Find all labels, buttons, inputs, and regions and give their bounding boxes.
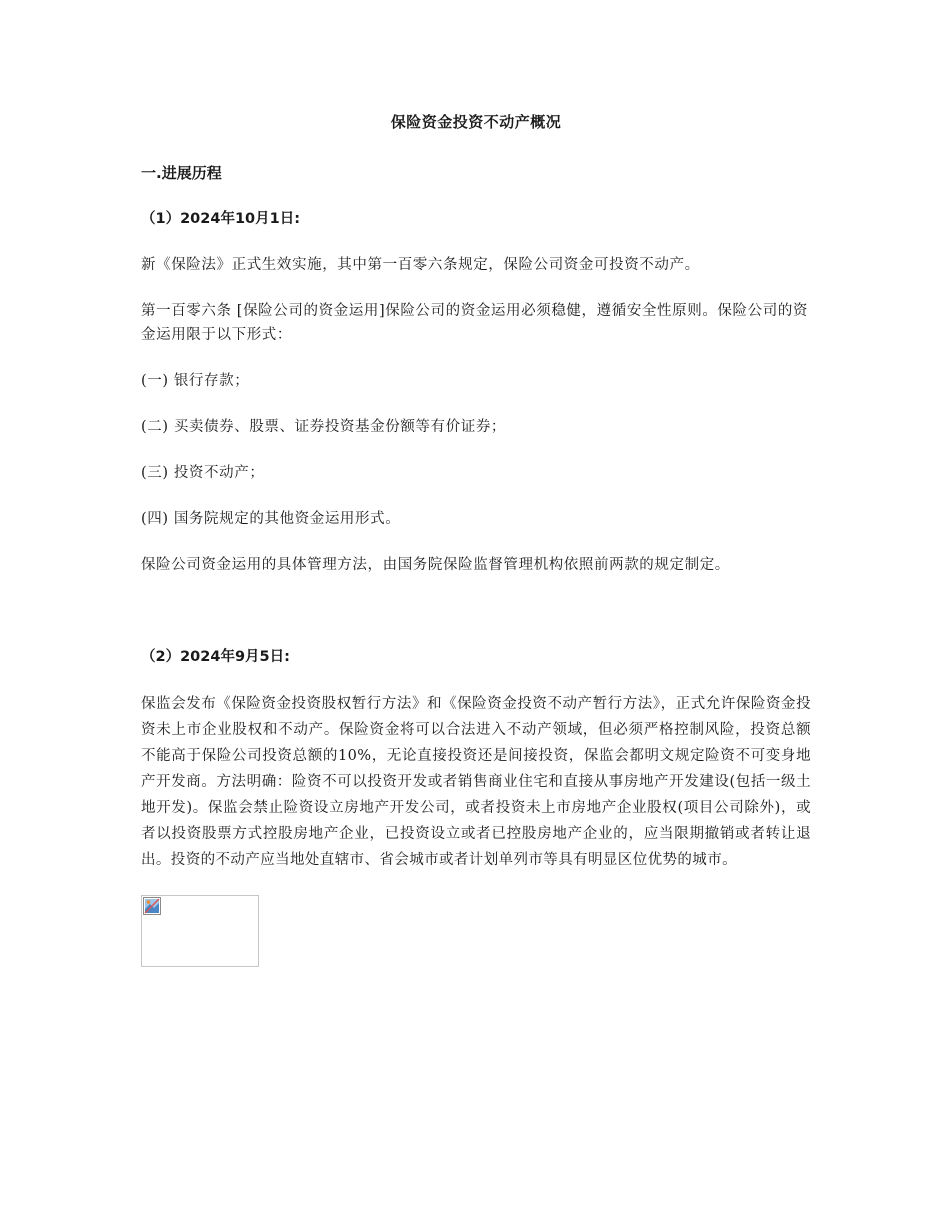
section-heading-progress: 一.进展历程 [141, 164, 222, 182]
document-content [141, 110, 811, 967]
item-heading-1: （1）2024年10月1日: [141, 211, 301, 227]
image-placeholder [141, 895, 259, 967]
paragraph-article-106: 第一百零六条 [保险公司的资金运用]保险公司的资金运用必须稳健，遵循安全性原则。保险公司的资金运用限于以下形式： [141, 303, 809, 343]
paragraph-insurance-law: 新《保险法》正式生效实施，其中第一百零六条规定，保险公司资金可投资不动产。 [141, 257, 700, 273]
list-item-form-4: (四) 国务院规定的其他资金运用形式。 [141, 511, 401, 527]
list-item-form-1: (一) 银行存款； [141, 373, 250, 389]
document-title: 保险资金投资不动产概况 [390, 113, 562, 131]
list-item-form-3: (三) 投资不动产； [141, 465, 265, 481]
blank-spacer [141, 599, 811, 645]
paragraph-circ-regulation: 保监会发布《保险资金投资股权暂行方法》和《保险资金投资不动产暂行方法》，正式允许保险资金投资未上市企业股权和不动产。保险资金将可以合法进入不动产领域，但必须严格控制风险，投资总额不能高于保险公司投资总额的10%，无论直接投资还是间接投资，保监会都明文规定险资不可变身地产开发商。方法明确：险资不可以投资开发或者销售商业住宅和直接从事房地产开发建设(包括一级土地开发)。保监会禁止险资设立房地产开发公司，或者投资未上市房地产企业股权(项目公司除外)，或者以投资股票方式控股房地产企业，已投资设立或者已控股房地产企业的，应当限期撤销或者转让退出。投资的不动产应当地处直辖市、省会城市或者计划单列市等具有明显区位优势的城市。 [141, 696, 811, 868]
paragraph-management-method: 保险公司资金运用的具体管理方法，由国务院保险监督管理机构依照前两款的规定制定。 [141, 557, 730, 573]
list-item-form-2: (二) 买卖债券、股票、证券投资基金份额等有价证券； [141, 419, 507, 435]
broken-image-icon [143, 897, 161, 915]
item-heading-2: （2）2024年9月5日: [141, 649, 290, 665]
